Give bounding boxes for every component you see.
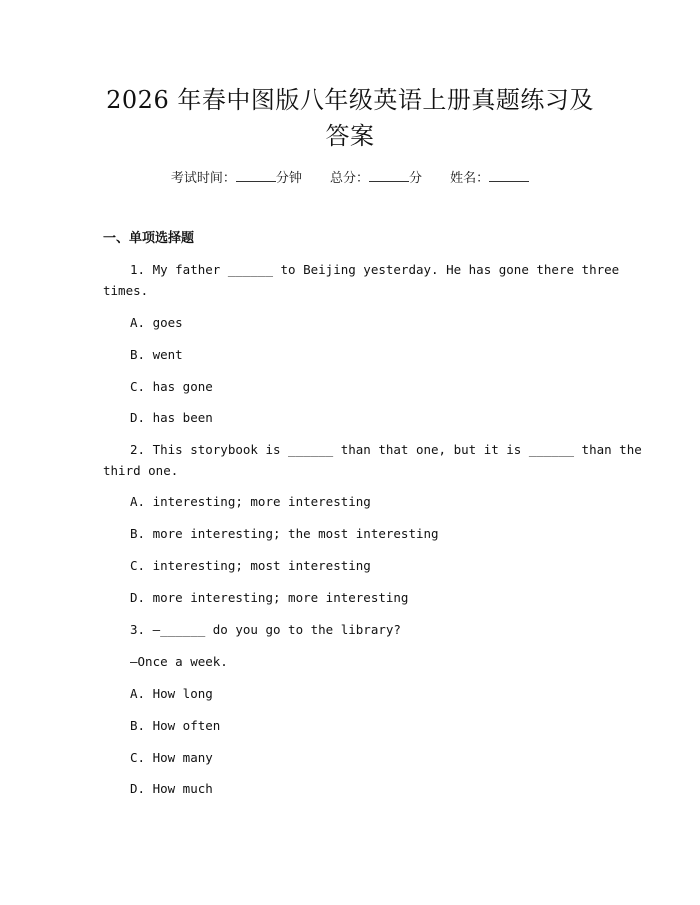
score-label: 总分： [329, 171, 369, 186]
title-line-2: 答案 [325, 122, 375, 150]
question-3-option-a: A. How long [130, 686, 213, 701]
question-2-option-d: D. more interesting; more interesting [130, 590, 409, 605]
question-1-stem-line-2: times. [103, 283, 149, 298]
page-title [88, 82, 612, 154]
score-unit: 分 [409, 171, 423, 186]
time-blank [236, 168, 276, 182]
section-heading: 一、单项选择题 [103, 231, 195, 246]
question-1-option-a: A. goes [130, 315, 183, 330]
time-unit: 分钟 [275, 171, 302, 186]
exam-name [450, 168, 529, 189]
name-label: 姓名： [450, 171, 490, 186]
exam-meta [0, 168, 700, 189]
time-label: 考试时间： [170, 171, 236, 186]
question-3-stem-line-2: —Once a week. [130, 654, 228, 669]
question-1-option-d: D. has been [130, 410, 213, 425]
exam-time [171, 168, 302, 189]
title-line-1: 2026 年春中图版八年级英语上册真题练习及 [106, 86, 594, 114]
question-2-stem-line-1: 2. This storybook is ______ than that one, but it is ______ than the [130, 442, 642, 457]
question-2-option-c: C. interesting; most interesting [130, 558, 371, 573]
question-3-option-b: B. How often [130, 718, 221, 733]
question-2-option-b: B. more interesting; the most interesting [130, 526, 439, 541]
question-3-option-c: C. How many [130, 750, 213, 765]
exam-score [330, 168, 422, 189]
question-1-stem-line-1: 1. My father ______ to Beijing yesterday. He has gone there three [130, 262, 620, 277]
question-3-option-d: D. How much [130, 781, 213, 796]
question-2-option-a: A. interesting; more interesting [130, 494, 371, 509]
score-blank [369, 168, 409, 182]
question-2-stem-line-2: third one. [103, 463, 179, 478]
question-1-option-b: B. went [130, 347, 183, 362]
question-3-stem-line-1: 3. —______ do you go to the library? [130, 622, 401, 637]
name-blank [489, 168, 529, 182]
question-1-option-c: C. has gone [130, 379, 213, 394]
